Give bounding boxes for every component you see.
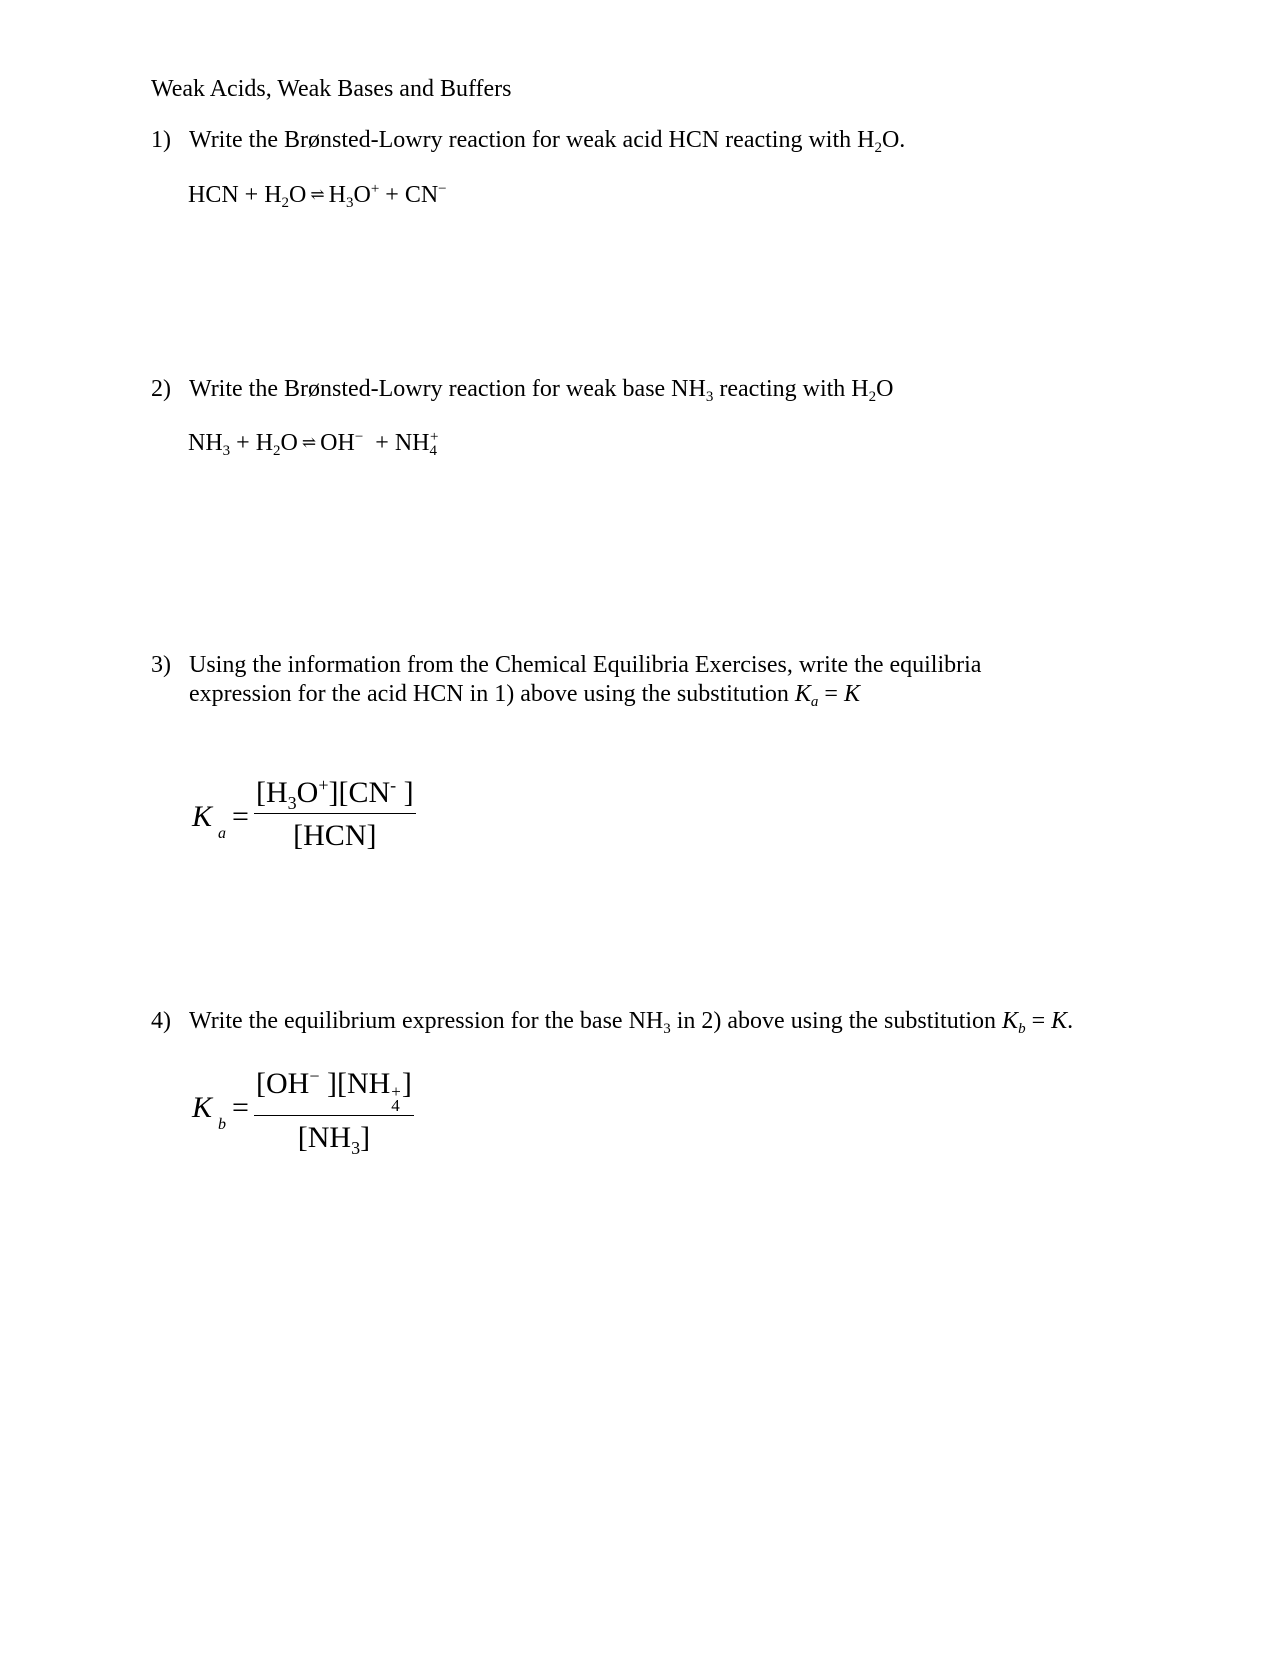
question-text: Write the equilibrium expression for the base NH [189,1008,664,1034]
equilibrium-arrow-icon: ⇌ [301,433,317,452]
question-text: Write the Brønsted-Lowry reaction for weak base NH [189,376,706,402]
equilibrium-arrow-icon: ⇌ [310,185,325,204]
question-2: 2) Write the Brønsted-Lowry reaction for weak base $NH_3$ reacting with $H_2O$ [151,376,894,405]
kb-fraction [254,1066,414,1156]
question-number: 2) [151,376,171,402]
kb-numerator: [OH− ][NH + 4 ] [256,1066,412,1115]
ka-symbol: $K_a=$ [192,800,249,842]
question-1: 1) Write the Brønsted-Lowry reaction for weak acid HCN reacting with $H_2O$. [151,127,906,156]
ka-fraction [254,775,416,854]
question-number: 3) [151,652,171,678]
kb-symbol: $K_b=$ [192,1091,249,1133]
answer-1-equation: HCN + $H_2O$ ⇌ $H_3O^+ + CN^-$ [188,181,447,211]
question-number: 1) [151,127,171,153]
kb-denominator: $[NH_3]$ [297,1121,371,1158]
page-title: Weak Acids, Weak Bases and Buffers [151,76,512,102]
ka-numerator: $[H_3O^+][CN^-$ ] [256,775,414,813]
question-text: Write the Brønsted-Lowry reaction for weak acid HCN reacting with H [189,127,875,153]
ka-denominator: [HCN] [293,819,377,852]
answer-2-equation: $NH_3 + H_2O$ ⇌ $OH^- + NH_4^+$ [188,429,439,459]
question-3 [151,650,981,680]
question-4: 4) Write the equilibrium expression for the base $NH_3$ in 2) above using the substitution $K_b = K$. [151,1008,1074,1037]
question-number: 4) [151,1008,171,1034]
question-3-line-2: expression for the acid HCN in 1) above using the substitution $K_a = K$ [189,681,860,710]
question-text: Using the information from the Chemical Equilibria Exercises, write the equilibria [189,652,982,678]
